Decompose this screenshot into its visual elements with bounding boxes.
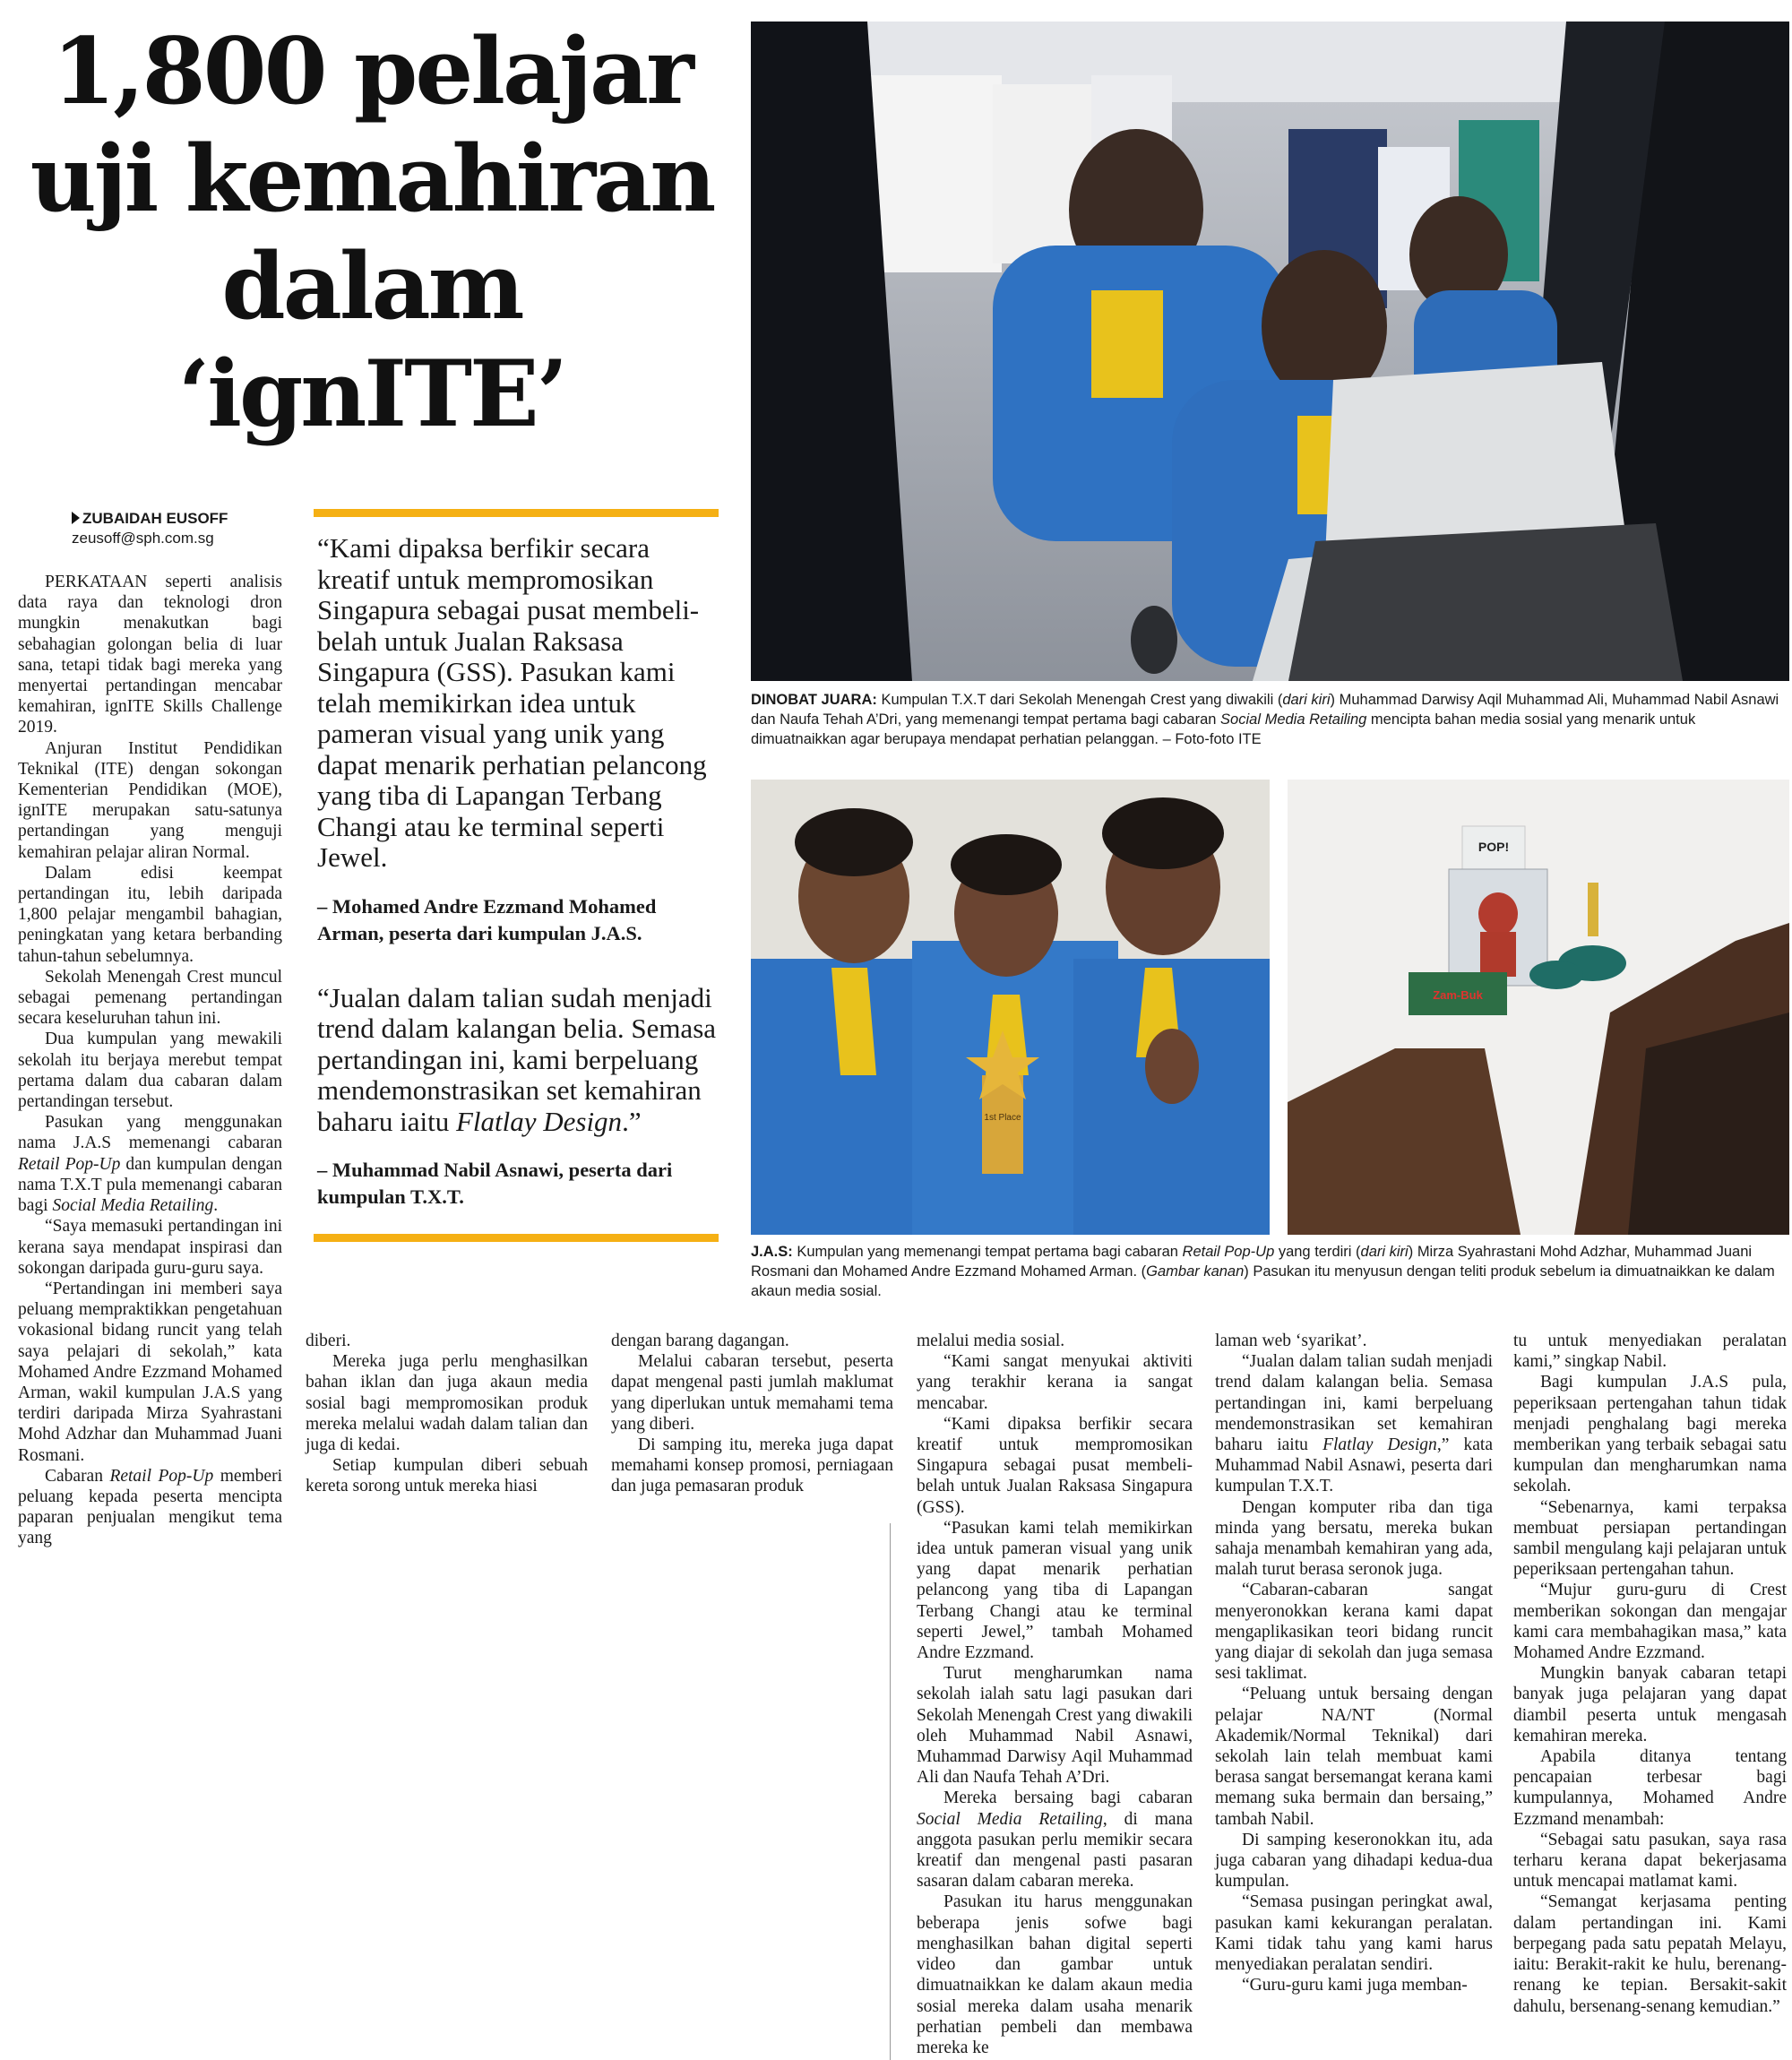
paragraph: Melalui cabaran tersebut, peserta dapat mengenal pasti jumlah maklumat yang diperlukan untuk memahami tema yang diberi.	[611, 1352, 893, 1434]
caption-label: J.A.S:	[751, 1244, 793, 1260]
paragraph: Dengan komputer riba dan tiga minda yang bersatu, mereka bukan sahaja menambah kemahiran yang ada, malah turut berasa seronok juga.	[1215, 1497, 1493, 1580]
paragraph: Mungkin banyak cabaran tetapi banyak juga pelajaran yang dapat diambil peserta untuk mengasah kemahiran mereka.	[1513, 1664, 1787, 1745]
paragraph: “Kami sangat menyukai aktiviti yang terakhir kerana ia sangat mencabar.	[917, 1352, 1193, 1413]
paragraph: Pasukan itu harus menggunakan beberapa jenis sofwe bagi menghasilkan bahan digital seperti video dan gambar untuk dimuatnaikkan ke dalam akaun media sosial mereka dalam usaha menarik perhatian pembeli dan membawa mereka ke	[917, 1892, 1193, 2057]
paragraph: melalui media sosial.	[917, 1332, 1065, 1350]
paragraph: Dalam edisi keempat pertandingan itu, lebih daripada 1,800 pelajar mengambil bahagian, peningkatan yang ketara berbanding tahun-tahun sebelumnya.	[18, 863, 282, 966]
paragraph: Mereka juga perlu menghasilkan bahan iklan dan juga akaun media sosial bagi mempromosikan produk mereka melalui wadah dalam talian dan juga di kedai.	[306, 1352, 588, 1455]
flatlay-photo	[1288, 780, 1789, 1235]
paragraph: “Kami dipaksa berfikir secara kreatif untuk mempromosikan Singapura sebagai pusat membeli-belah untuk Jualan Raksasa Singapura (GSS).	[917, 1414, 1193, 1517]
paragraph: “Saya memasuki pertandingan ini kerana saya mendapat inspirasi dan sokongan daripada guru-guru saya.	[18, 1217, 282, 1278]
badge-label: Zam-Buk	[1433, 988, 1483, 1002]
article-column-3	[611, 1331, 893, 1497]
paragraph: Mereka bersaing bagi cabaran Social Media Retailing, di mana anggota pasukan perlu memikir secara kreatif dan mengenal pasti pasaran sasaran dalam cabaran mereka.	[917, 1788, 1193, 1892]
paragraph: “Guru-guru kami juga memban-	[1242, 1976, 1468, 1995]
paragraph: tu untuk menyediakan peralatan kami,” singkap Nabil.	[1513, 1332, 1787, 1372]
pull-quote-attribution: – Mohamed Andre Ezzmand Mohamed Arman, peserta dari kumpulan J.A.S.	[317, 894, 657, 944]
arrow-icon	[72, 512, 80, 524]
pull-quotes	[314, 509, 719, 1242]
main-photo	[751, 22, 1789, 681]
paragraph: “Cabaran-cabaran sangat menyeronokkan kerana kami dapat mengaplikasikan teori bidang runcit yang diajar di sekolah dan juga semasa sesi taklimat.	[1215, 1581, 1493, 1684]
article-column-5	[1215, 1331, 1493, 1996]
author-name: ZUBAIDAH EUSOFF	[82, 510, 228, 527]
paragraph: Bagi kumpulan J.A.S pula, peperiksaan pertengahan tahun tidak menjadi penghalang bagi mereka memberikan yang terbaik sebagai satu kumpulan dan mengharumkan nama sekolah.	[1513, 1373, 1787, 1496]
paragraph: “Jualan dalam talian sudah menjadi trend dalam kalangan belia. Semasa pertandingan ini, kami berpeluang mendemonstrasikan set kemahiran baharu iaitu Flatlay Design,” kata Muhammad Nabil Asnawi, peserta dari kumpulan T.X.T.	[1215, 1352, 1493, 1496]
paragraph: “Sebagai satu pasukan, saya rasa terharu kerana dapat bekerjasama untuk mencapai matlamat kami.	[1513, 1830, 1787, 1892]
paragraph: “Semasa pusingan peringkat awal, pasukan kami kekurangan peralatan. Kami tidak tahu yang kami harus menyediakan peralatan sendiri.	[1215, 1892, 1493, 1975]
paragraph: “Sebenarnya, kami terpaksa membuat persiapan pertandingan sambil mengulang kaji pelajaran untuk peperiksaan pertengahan tahun.	[1513, 1497, 1787, 1580]
byline	[72, 509, 228, 548]
paragraph: PERKATAAN seperti analisis data raya dan teknologi dron mungkin menakutkan bagi sebahagian golongan belia di luar sana, tetapi tidak bagi mereka yang menyertai pertandingan mencabar kemahiran, ignITE Skills Challenge 2019.	[18, 573, 282, 737]
accent-bar	[314, 509, 719, 517]
trophy-label: 1st Place	[984, 1113, 1021, 1123]
article-column-2	[306, 1331, 588, 1497]
column-divider	[890, 1523, 891, 2060]
headline-line: ‘ignITE’	[177, 340, 566, 448]
author-email: zeusoff@sph.com.sg	[72, 530, 214, 547]
paragraph: diberi.	[306, 1332, 351, 1350]
article-column-1	[18, 572, 282, 1549]
paragraph: “Semangat kerjasama penting dalam pertandingan ini. Kami berpegang pada satu pepatah Melayu, iaitu: Berakit-rakit ke hulu, berenang-renang ke tepian. Bersakit-sakit dahulu, bersenang-senang kemudian.”	[1513, 1892, 1787, 2016]
paragraph: Di samping itu, mereka juga dapat memahami konsep promosi, perniagaan dan juga pemasaran produk	[611, 1435, 893, 1496]
headline-line: dalam	[221, 233, 522, 340]
paragraph: dengan barang dagangan.	[611, 1332, 789, 1350]
headline	[18, 18, 726, 448]
paragraph: laman web ‘syarikat’.	[1215, 1332, 1367, 1350]
paragraph: Setiap kumpulan diberi sebuah kereta sorong untuk mereka hiasi	[306, 1456, 588, 1496]
paragraph: “Pertandingan ini memberi saya peluang mempraktikkan pengetahuan vokasional bidang runcit yang telah saya pelajari di sekolah,” kata Mohamed Andre Ezzmand Mohamed Arman, wakil kumpulan J.A.S yang terdiri daripada Mirza Syahrastani Mohd Adzhar dan Muhammad Juani Rosmani.	[18, 1279, 282, 1465]
main-photo-illustration	[751, 22, 1789, 681]
team-photo	[751, 780, 1270, 1235]
flatlay-photo-illustration	[1288, 780, 1789, 1235]
paragraph: Anjuran Institut Pendidikan Teknikal (ITE) dengan sokongan Kementerian Pendidikan (MOE), ignITE merupakan satu-satunya pertandingan yang menguji kemahiran pelajar aliran Normal.	[18, 738, 282, 862]
paragraph: Apabila ditanya tentang pencapaian terbesar bagi kumpulannya, Mohamed Andre Ezzmand menambah:	[1513, 1747, 1787, 1829]
headline-line: uji kemahiran	[30, 125, 714, 233]
pull-quote-text: “Kami dipaksa berfikir secara kreatif untuk mempromosikan Singapura sebagai pusat membeli-belah untuk Jualan Raksasa Singapura (GSS). Pasukan kami telah memikirkan idea untuk pameran visual yang unik yang dapat menarik perhatian pelancong yang tiba di Lapangan Terbang Changi atau ke terminal seperti Jewel.	[317, 532, 707, 873]
main-photo-caption: DINOBAT JUARA: Kumpulan T.X.T dari Sekolah Menengah Crest yang diwakili (dari kiri) Muhammad Darwisy Aqil Muhammad Ali, Muhammad Nabil Asnawi dan Naufa Tehah A’Dri, yang memenangi tempat pertama bagi cabaran Social Media Retailing mencipta bahan media sosial yang menarik untuk dimuatnaikkan agar berupaya mendapat perhatian pelanggan. – Foto-foto ITE	[751, 692, 1779, 747]
paragraph: Dua kumpulan yang mewakili sekolah itu berjaya merebut tempat pertama dalam dua cabaran dalam pertandingan tersebut.	[18, 1030, 282, 1112]
paragraph: Di samping keseronokkan itu, ada juga cabaran yang dihadapi kedua-dua kumpulan.	[1215, 1830, 1493, 1892]
accent-bar	[314, 1234, 719, 1242]
paragraph: “Pasukan kami telah memikirkan idea untuk pameran visual yang unik yang dapat menarik perhatian pelancong yang tiba di Lapangan Terbang Changi atau ke terminal seperti Jewel,” tambah Mohamed Andre Ezzmand.	[917, 1518, 1193, 1663]
team-photo-illustration	[751, 780, 1270, 1235]
paragraph: Sekolah Menengah Crest muncul sebagai pemenang pertandingan secara keseluruhan tahun ini.	[18, 967, 282, 1029]
team-photo-caption: J.A.S: Kumpulan yang memenangi tempat pertama bagi cabaran Retail Pop-Up yang terdiri (dari kiri) Mirza Syahrastani Mohd Adzhar, Muhammad Juani Rosmani dan Mohamed Andre Ezzmand Mohamed Arman. (Gambar kanan) Pasukan itu menyusun dengan teliti produk sebelum ia dimuatnaikkan ke dalam akaun media sosial.	[751, 1244, 1775, 1299]
paragraph: “Mujur guru-guru di Crest memberikan sokongan dan mengajar kami cara membahagikan masa,” kata Mohamed Andre Ezzmand.	[1513, 1581, 1787, 1663]
paragraph: “Peluang untuk bersaing dengan pelajar NA/NT (Normal Akademik/Normal Teknikal) dari sekolah lain telah membuat kami berasa sangat bersemangat kerana kami memang suka bermain dan bersaing,” tambah Nabil.	[1215, 1685, 1493, 1829]
pull-quote-attribution: – Muhammad Nabil Asnawi, peserta dari kumpulan T.X.T.	[317, 1159, 673, 1208]
article-column-6	[1513, 1331, 1787, 2017]
paragraph: Turut mengharumkan nama sekolah ialah satu lagi pasukan dari Sekolah Menengah Crest yang diwakili oleh Muhammad Nabil Asnawi, Muhammad Darwisy Aqil Muhammad Ali dan Naufa Tehah A’Dri.	[917, 1664, 1193, 1788]
paragraph: Cabaran Retail Pop-Up memberi peluang kepada peserta mencipta paparan penjualan mengikut tema yang	[18, 1466, 282, 1548]
headline-line: 1,800 pelajar	[52, 18, 692, 125]
paragraph: Pasukan yang menggunakan nama J.A.S memenangi cabaran Retail Pop-Up dan kumpulan dengan nama T.X.T pula memenangi cabaran bagi Social Media Retailing.	[18, 1113, 282, 1216]
caption-label: DINOBAT JUARA:	[751, 692, 877, 708]
article-column-4	[917, 1331, 1193, 2058]
pull-quote-text: “Jualan dalam talian sudah menjadi trend dalam kalangan belia. Semasa pertandingan ini, kami berpeluang mendemonstrasikan set kemahiran baharu iaitu Flatlay Design.”	[317, 981, 717, 1137]
funko-label: POP!	[1478, 840, 1510, 854]
